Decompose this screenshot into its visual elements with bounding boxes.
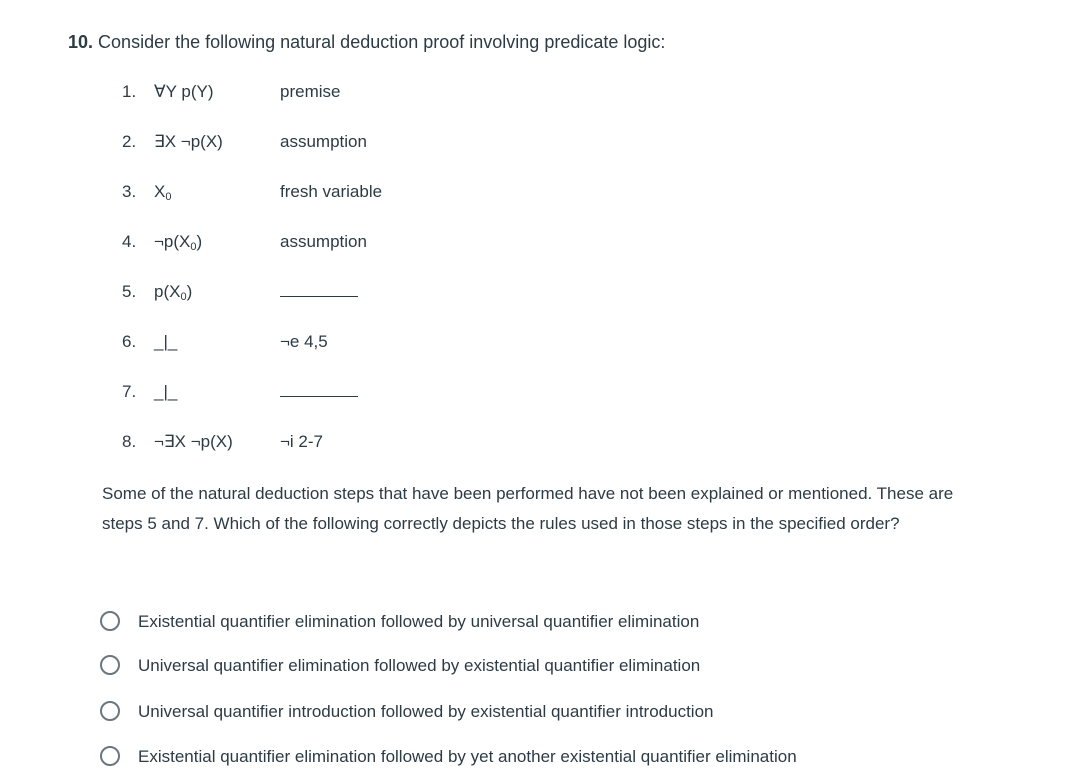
option-label: Universal quantifier introduction followed by existential quantifier introduction <box>138 702 714 721</box>
step-rule: assumption <box>280 232 367 251</box>
step-rule-blank <box>280 280 358 304</box>
answer-option[interactable] <box>100 745 920 771</box>
step-number: 3. <box>122 182 137 201</box>
question-text: Consider the following natural deduction proof involving predicate logic: <box>98 32 666 52</box>
step-rule: fresh variable <box>280 182 383 201</box>
step-number: 1. <box>122 82 137 101</box>
answer-option[interactable] <box>100 654 920 680</box>
step-rule: ¬e 4,5 <box>280 332 328 351</box>
step-formula: _|_ <box>154 382 178 401</box>
radio-button[interactable] <box>100 611 120 631</box>
step-number: 5. <box>122 282 137 301</box>
step-number: 6. <box>122 332 137 351</box>
question-paragraph <box>102 479 1052 539</box>
step-number: 8. <box>122 432 137 451</box>
step-rule: ¬i 2-7 <box>280 432 323 451</box>
answer-option[interactable] <box>100 700 920 726</box>
step-formula: _|_ <box>154 332 178 351</box>
option-label: Existential quantifier elimination followed by universal quantifier elimination <box>138 612 700 631</box>
radio-button[interactable] <box>100 655 120 675</box>
step-number: 7. <box>122 382 137 401</box>
answer-option[interactable] <box>100 610 920 636</box>
radio-button[interactable] <box>100 701 120 721</box>
step-formula: $\neg p(X_0)$ <box>154 232 203 253</box>
paragraph-line: Some of the natural deduction steps that have been performed have not been explained or mentioned. These are <box>102 484 954 503</box>
step-rule: assumption <box>280 132 367 151</box>
option-label: Universal quantifier elimination followed by existential quantifier elimination <box>138 656 701 675</box>
step-formula: ¬∃X ¬p(X) <box>154 432 233 451</box>
step-rule: premise <box>280 82 341 101</box>
step-number: 4. <box>122 232 137 251</box>
step-formula: $X_0$ <box>154 182 172 203</box>
radio-button[interactable] <box>100 746 120 766</box>
step-formula: $p(X_0)$ <box>154 282 193 303</box>
step-formula: ∃X ¬p(X) <box>154 132 223 151</box>
step-number: 2. <box>122 132 137 151</box>
paragraph-line: steps 5 and 7. Which of the following correctly depicts the rules used in those steps in the specified order? <box>102 514 900 533</box>
step-rule-blank <box>280 380 358 404</box>
step-formula: ∀Y p(Y) <box>154 82 214 101</box>
option-label: Existential quantifier elimination followed by yet another existential quantifier elimination <box>138 747 797 766</box>
question-number: 10. <box>68 32 94 52</box>
question-heading <box>68 30 665 54</box>
